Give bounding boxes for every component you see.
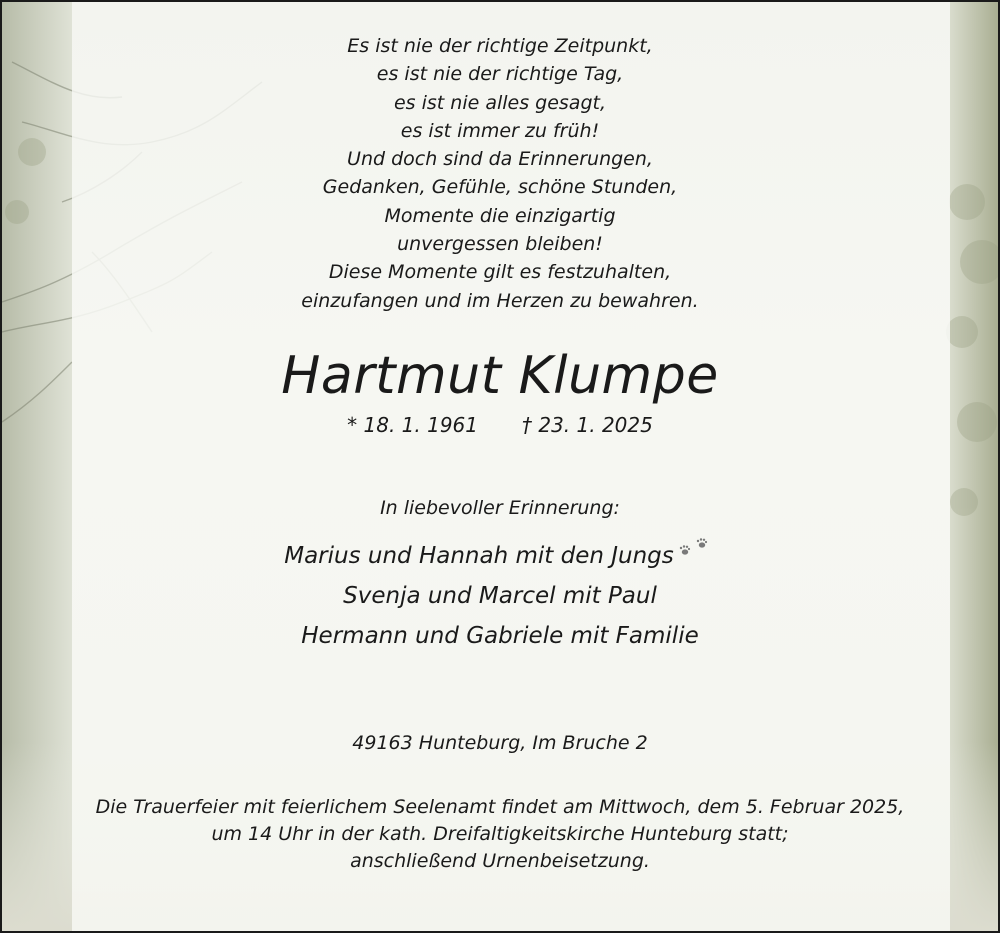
service-line: Die Trauerfeier mit feierlichem Seelenamt findet am Mittwoch, dem 5. Februar 2025, [95, 796, 905, 818]
poem-line: Und doch sind da Erinnerungen, [347, 148, 653, 171]
funeral-service-info [2, 794, 998, 875]
poem-line: es ist immer zu früh! [400, 119, 600, 142]
paw-prints-icon [676, 536, 716, 560]
address: 49163 Hunteburg, Im Bruche 2 [352, 732, 648, 754]
poem-line: einzufangen und im Herzen zu bewahren. [301, 289, 699, 312]
mourners-list [2, 536, 998, 656]
life-dates [2, 412, 998, 438]
poem-line: Diese Momente gilt es festzuhalten, [328, 261, 672, 284]
deceased-name: Hartmut Klumpe [281, 346, 719, 406]
mourner-line [2, 536, 998, 576]
poem-line: unvergessen bleiben! [397, 233, 603, 256]
memory-line: In liebevoller Erinnerung: [380, 497, 620, 519]
mourner-line: Hermann und Gabriele mit Familie [301, 623, 699, 649]
mourner-name: Marius und Hannah mit den Jungs [284, 543, 674, 569]
service-line: um 14 Uhr in der kath. Dreifaltigkeitskirche Hunteburg statt; [211, 823, 789, 845]
poem-line: Es ist nie der richtige Zeitpunkt, [347, 35, 653, 57]
poem-line: Gedanken, Gefühle, schöne Stunden, [322, 176, 678, 199]
mourner-line: Svenja und Marcel mit Paul [343, 583, 657, 609]
obituary-content [2, 2, 998, 931]
poem-line: es ist nie alles gesagt, [393, 91, 606, 114]
death-date: † 23. 1. 2025 [522, 413, 653, 437]
service-line: anschließend Urnenbeisetzung. [350, 850, 650, 872]
birth-date: * 18. 1. 1961 [347, 413, 478, 437]
poem-line: Momente die einzigartig [384, 204, 616, 227]
poem [2, 32, 998, 315]
poem-line: es ist nie der richtige Tag, [376, 63, 624, 86]
